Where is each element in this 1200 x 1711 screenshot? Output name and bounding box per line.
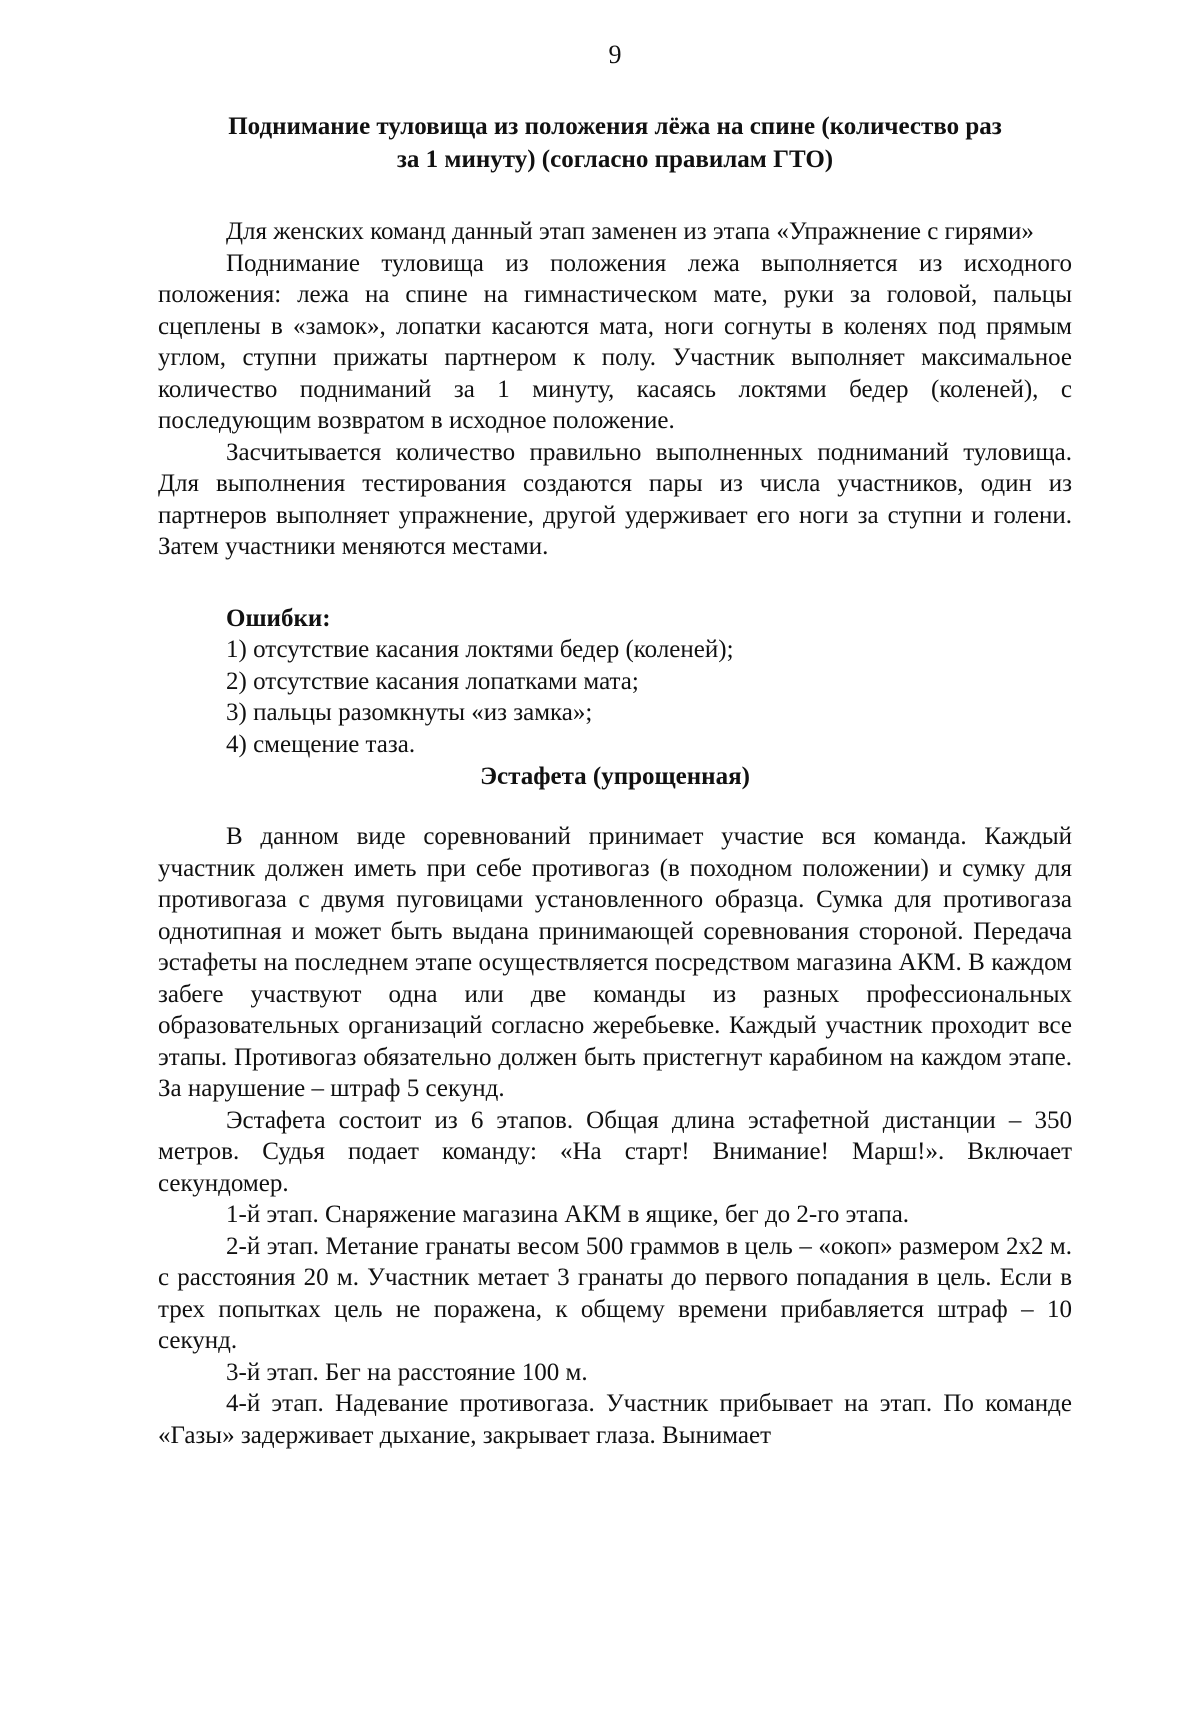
error-item: 1) отсутствие касания локтями бедер (коленей); [226,636,734,663]
paragraph: Эстафета состоит из 6 этапов. Общая длина эстафетной дистанции – 350 метров. Судья подает команду: «На старт! Внимание! Марш!». Включает секундомер. [158,1106,1072,1197]
paragraph: Для женских команд данный этап заменен из этапа «Упражнение с гирями» [226,218,1034,245]
paragraph: 4-й этап. Надевание противогаза. Участник прибывает на этап. По команде «Газы» задерживает дыхание, закрывает глаза. Вынимает [158,1390,1072,1449]
section-title-relay: Эстафета (упрощенная) [480,763,750,790]
section-title-situps [158,110,1072,176]
errors-block [158,603,1072,761]
page-number: 9 [608,40,622,69]
paragraph: Засчитывается количество правильно выполненных подниманий туловища. Для выполнения тестирования создаются пары из числа участников, один из партнеров выполняет упражнение, другой удерживает его ноги за ступни и голени. Затем участники меняются местами. [158,438,1072,560]
error-item: 3) пальцы разомкнуты «из замка»; [226,699,593,726]
relay-body [158,821,1072,1451]
errors-title: Ошибки: [226,604,331,632]
paragraph: 1-й этап. Снаряжение магазина АКМ в ящике, бег до 2-го этапа. [226,1201,910,1228]
section-title-line-1: Поднимание туловища из положения лёжа на спине (количество раз [228,113,1002,140]
paragraph: Поднимание туловища из положения лежа выполняется из исходного положения: лежа на спине на гимнастическом мате, руки за головой, пальцы сцеплены в «замок», лопатки касаются мата, ноги согнуты в коленях под прямым углом, ступни прижаты партнером к полу. Участник выполняет максимальное количество подниманий за 1 минуту, касаясь локтями бедер (коленей), с последующим возвратом в исходное положение. [158,249,1072,434]
paragraph: В данном виде соревнований принимает участие вся команда. Каждый участник должен иметь при себе противогаз (в походном положении) и сумку для противогаза с двумя пуговицами установленного образца. Сумка для противогаза однотипная и может быть выдана принимающей соревнования стороной. Передача эстафеты на последнем этапе осуществляется посредством магазина АКМ. В каждом забеге участвуют одна или две команды из разных профессиональных образовательных организаций согласно жеребьевке. Каждый участник проходит все этапы. Противогаз обязательно должен быть пристегнут карабином на каждом этапе. За нарушение – штраф 5 секунд. [158,823,1072,1102]
paragraph: 3-й этап. Бег на расстояние 100 м. [226,1358,588,1386]
situps-body [158,216,1072,563]
paragraph: 2-й этап. Метание гранаты весом 500 граммов в цель – «окоп» размером 2х2 м. с расстояния 20 м. Участник метает 3 гранаты до первого попадания в цель. Если в трех попытках цель не поражена, к общему времени прибавляется штраф – 10 секунд. [158,1232,1072,1354]
error-item: 4) смещение таза. [226,730,416,758]
errors-list [226,634,1072,760]
section-title-line-2: за 1 минуту) (согласно правилам ГТО) [396,146,834,173]
error-item: 2) отсутствие касания лопатками мата; [226,667,639,695]
